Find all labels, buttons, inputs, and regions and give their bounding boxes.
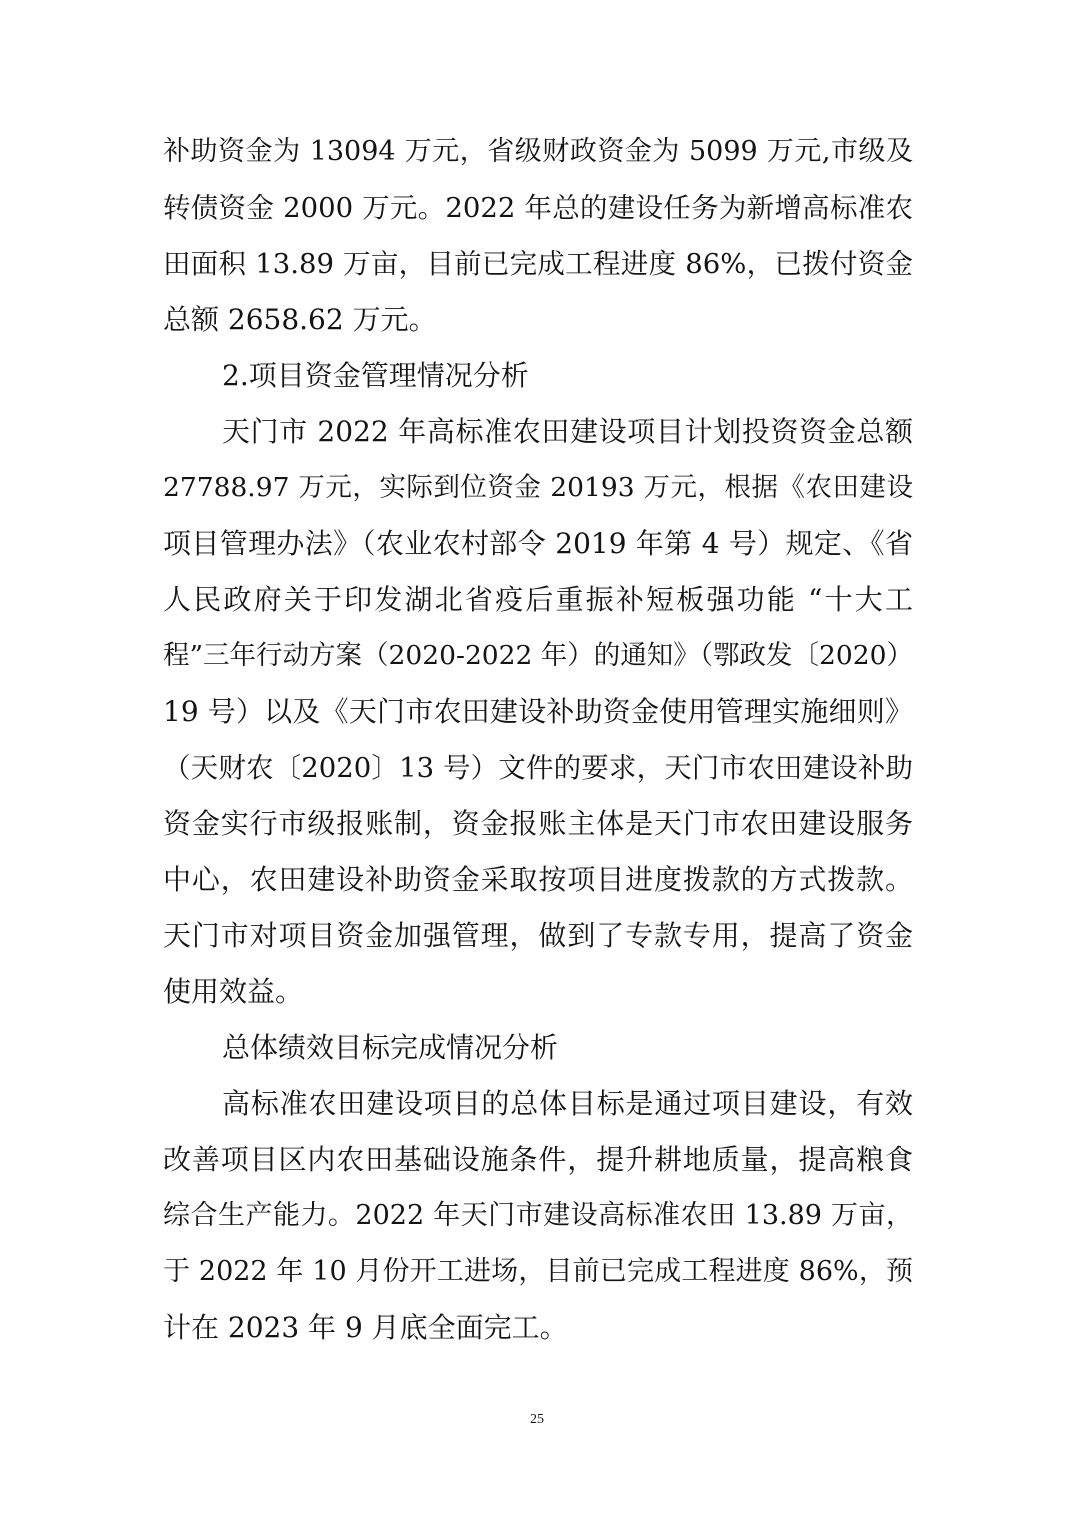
paragraph-line: 计在 2023 年 9 月底全面完工。	[163, 1311, 568, 1344]
continued-paragraph	[163, 124, 913, 348]
paragraph-line: 中心，农田建设补助资金采取按项目进度拨款的方式拨款。	[163, 863, 913, 896]
paragraph-line: 使用效益。	[163, 975, 304, 1008]
paragraph-line: 补助资金为 13094 万元，省级财政资金为 5099 万元,市级及	[163, 136, 913, 167]
paragraph-line: 程”三年行动方案（2020-2022 年）的通知》（鄂政发〔2020）	[163, 640, 913, 671]
section-heading: 总体绩效目标完成情况分析	[222, 1031, 559, 1064]
page-number: 25	[530, 1412, 544, 1427]
paragraph-funds-management	[163, 404, 913, 1020]
paragraph-line: 项目管理办法》（农业农村部令 2019 年第 4 号）规定、《省	[163, 527, 913, 560]
paragraph-overall-targets	[163, 1076, 913, 1356]
paragraph-line: 转债资金 2000 万元。2022 年总的建设任务为新增高标准农	[163, 192, 913, 224]
paragraph-line: 改善项目区内农田基础设施条件，提升耕地质量，提高粮食	[163, 1143, 913, 1176]
paragraph-line: （天财农〔2020〕13 号）文件的要求，天门市农田建设补助	[163, 752, 913, 784]
paragraph-line: 田面积 13.89 万亩，目前已完成工程进度 86%，已拨付资金	[163, 248, 913, 280]
paragraph-line: 综合生产能力。2022 年天门市建设高标准农田 13.89 万亩，	[163, 1200, 913, 1231]
paragraph-line: 高标准农田建设项目的总体目标是通过项目建设，有效	[222, 1087, 913, 1120]
paragraph-line: 于 2022 年 10 月份开工进场，目前已完成工程进度 86%，预	[163, 1256, 913, 1287]
document-body	[163, 124, 913, 1356]
paragraph-line: 资金实行市级报账制，资金报账主体是天门市农田建设服务	[163, 807, 913, 840]
paragraph-line: 天门市对项目资金加强管理，做到了专款专用，提高了资金	[163, 919, 913, 952]
paragraph-line: 天门市 2022 年高标准农田建设项目计划投资资金总额	[222, 415, 913, 448]
paragraph-line: 19 号）以及《天门市农田建设补助资金使用管理实施细则》	[163, 695, 913, 728]
section-heading: 2.项目资金管理情况分析	[222, 359, 529, 392]
paragraph-line: 人民政府关于印发湖北省疫后重振补短板强功能 “十大工	[163, 583, 913, 616]
paragraph-line: 总额 2658.62 万元。	[163, 303, 437, 336]
paragraph-line: 27788.97 万元，实际到位资金 20193 万元，根据《农田建设	[163, 472, 913, 503]
